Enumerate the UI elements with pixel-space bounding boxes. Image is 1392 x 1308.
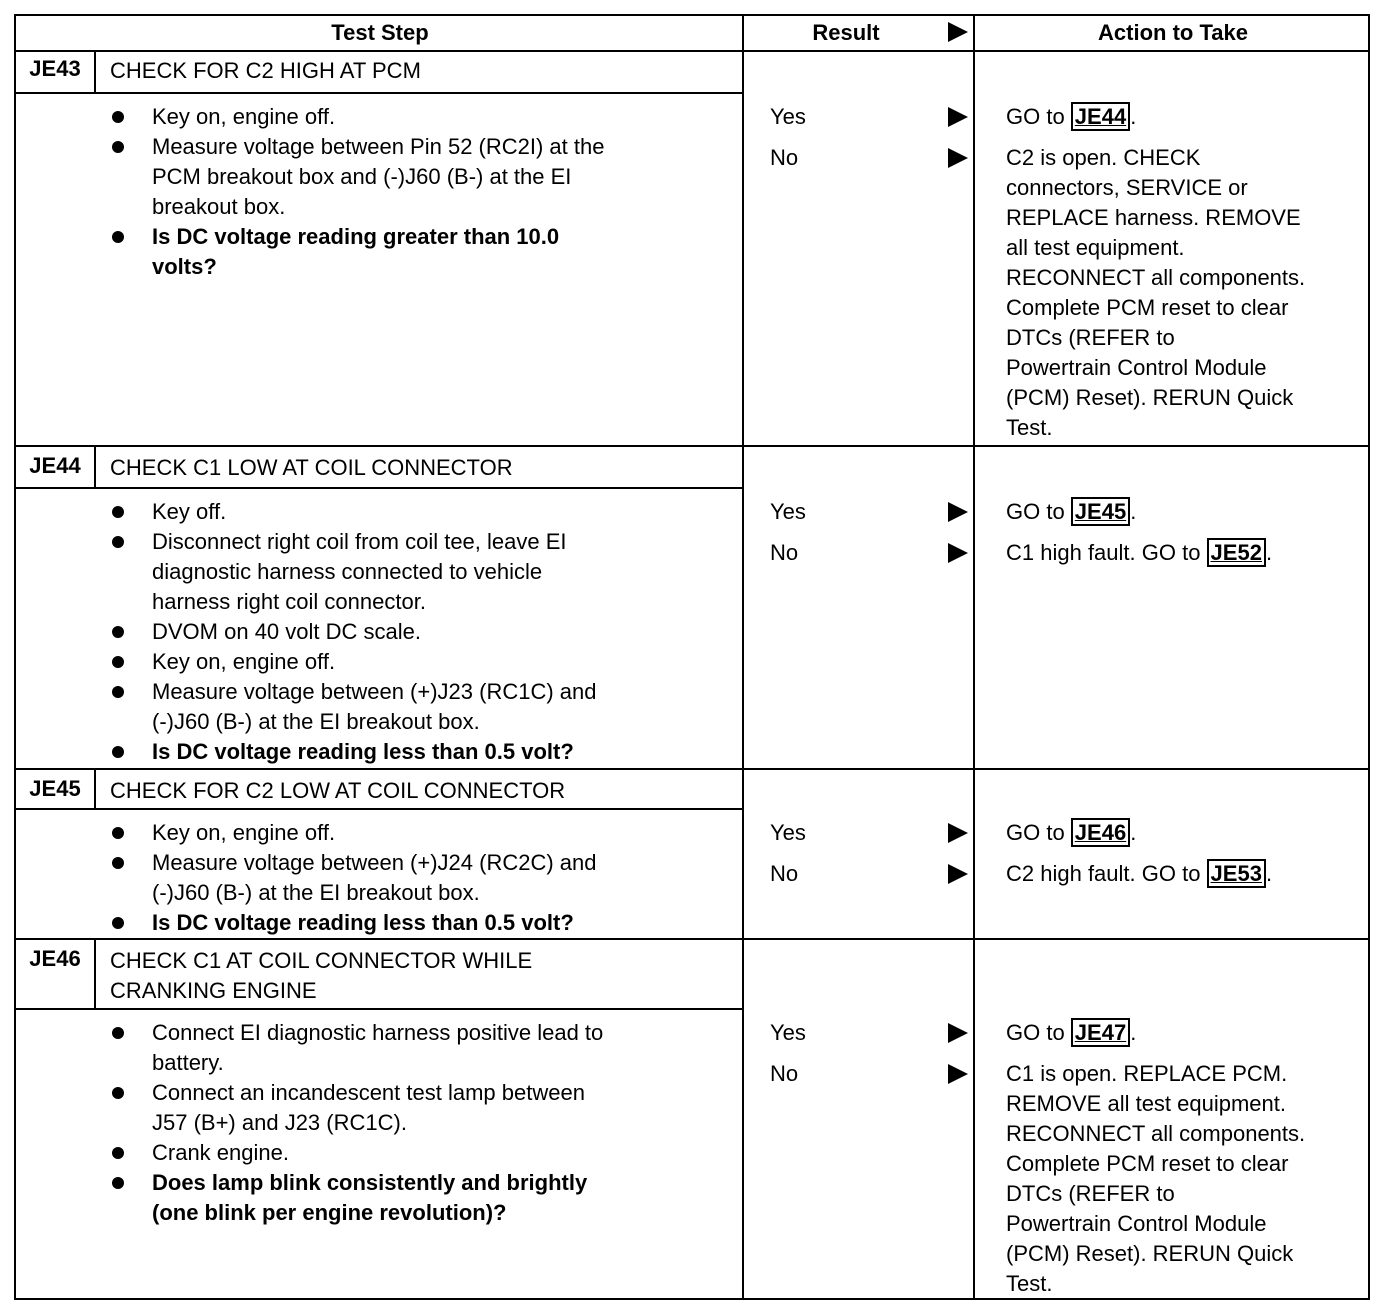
action-line: all test equipment. [1006, 235, 1185, 260]
action-suffix: . [1130, 1020, 1137, 1045]
result-no [756, 859, 986, 900]
step-link[interactable]: JE44 [1071, 102, 1130, 131]
bullet-icon [112, 1087, 124, 1099]
action-yes [992, 818, 1372, 859]
header-test-step: Test Step [331, 20, 429, 45]
action-line: C2 is open. CHECK [1006, 145, 1201, 170]
instruction-line: breakout box. [152, 194, 286, 219]
action-text: GO to [1006, 1020, 1071, 1045]
instruction-line: Key on, engine off. [152, 104, 336, 129]
action-suffix: . [1130, 820, 1137, 845]
instruction-line: Connect an incandescent test lamp between [152, 1080, 585, 1105]
test-step-row [16, 940, 1368, 1300]
step-instruction [16, 497, 744, 527]
bullet-icon [112, 857, 124, 869]
bullet-icon [112, 656, 124, 668]
bullet-icon [112, 141, 124, 153]
step-instruction [16, 102, 744, 132]
action-line: connectors, SERVICE or [1006, 175, 1248, 200]
table-header [16, 16, 1368, 52]
step-instruction [16, 1078, 744, 1138]
action-line: (PCM) Reset). RERUN Quick [1006, 1241, 1294, 1266]
step-instruction [16, 647, 744, 677]
action-text: GO to [1006, 820, 1071, 845]
step-instructions [16, 1018, 744, 1228]
step-title [110, 453, 513, 483]
step-question [16, 908, 744, 938]
arrow-icon [948, 543, 968, 563]
bullet-icon [112, 1147, 124, 1159]
result-column [756, 1018, 986, 1100]
step-instruction [16, 617, 744, 647]
result-yes [756, 1018, 986, 1059]
bullet-icon [112, 626, 124, 638]
action-line: Powertrain Control Module [1006, 1211, 1267, 1236]
action-suffix: . [1130, 104, 1137, 129]
step-link[interactable]: JE45 [1071, 497, 1130, 526]
step-link[interactable]: JE52 [1207, 538, 1266, 567]
arrow-icon [948, 502, 968, 522]
action-line: REMOVE all test equipment. [1006, 1091, 1287, 1116]
result-label: Yes [770, 820, 806, 845]
step-instruction [16, 1018, 744, 1078]
result-yes [756, 818, 986, 859]
instruction-line: Is DC voltage reading less than 0.5 volt? [152, 739, 574, 764]
instruction-line: Is DC voltage reading greater than 10.0 [152, 224, 560, 249]
instruction-line: (-)J60 (B-) at the EI breakout box. [152, 709, 480, 734]
action-no [992, 859, 1372, 900]
action-no [992, 1059, 1372, 1299]
instruction-line: Is DC voltage reading less than 0.5 volt? [152, 910, 574, 935]
result-label: Yes [770, 104, 806, 129]
action-text: C2 high fault. GO to [1006, 861, 1207, 886]
step-title-line: CHECK C1 AT COIL CONNECTOR WHILE [110, 948, 533, 973]
action-suffix: . [1265, 540, 1273, 565]
arrow-icon [948, 1064, 968, 1084]
bullet-icon [112, 1027, 124, 1039]
action-line: RECONNECT all components. [1006, 265, 1306, 290]
step-id: JE44 [16, 447, 96, 487]
arrow-icon [948, 107, 968, 127]
result-no [756, 1059, 986, 1100]
instruction-line: harness right coil connector. [152, 589, 426, 614]
test-step-row [16, 447, 1368, 770]
step-title-line: CHECK FOR C2 LOW AT COIL CONNECTOR [110, 778, 566, 803]
action-line: C1 is open. REPLACE PCM. [1006, 1061, 1288, 1086]
action-line: DTCs (REFER to [1006, 1181, 1175, 1206]
action-text: GO to [1006, 104, 1071, 129]
instruction-line: Key on, engine off. [152, 820, 336, 845]
action-column [992, 1018, 1372, 1299]
instruction-line: DVOM on 40 volt DC scale. [152, 619, 421, 644]
action-text: C1 high fault. GO to [1006, 540, 1207, 565]
step-instruction [16, 527, 744, 617]
result-column [756, 818, 986, 900]
action-column [992, 818, 1372, 900]
step-id: JE45 [16, 770, 96, 808]
arrow-icon [948, 148, 968, 168]
action-line: Powertrain Control Module [1006, 355, 1267, 380]
step-instructions [16, 497, 744, 767]
action-line: DTCs (REFER to [1006, 325, 1175, 350]
step-question [16, 222, 744, 282]
bullet-icon [112, 506, 124, 518]
result-yes [756, 497, 986, 538]
step-title-line: CRANKING ENGINE [110, 978, 317, 1003]
result-label: Yes [770, 499, 806, 524]
action-line: Complete PCM reset to clear [1006, 1151, 1289, 1176]
action-suffix: . [1265, 861, 1273, 886]
step-instruction [16, 818, 744, 848]
action-no [992, 143, 1372, 443]
action-yes [992, 497, 1372, 538]
instruction-line: Disconnect right coil from coil tee, leave EI [152, 529, 567, 554]
instruction-line: Key off. [152, 499, 227, 524]
instruction-line: Does lamp blink consistently and brightly [152, 1170, 588, 1195]
step-id: JE46 [16, 940, 96, 1008]
step-link[interactable]: JE47 [1071, 1018, 1130, 1047]
header-result: Result [812, 20, 880, 45]
test-step-row [16, 50, 1368, 447]
step-link[interactable]: JE46 [1071, 818, 1130, 847]
bullet-icon [112, 1177, 124, 1189]
step-question [16, 1168, 744, 1228]
step-instruction [16, 677, 744, 737]
step-instruction [16, 848, 744, 908]
action-text: GO to [1006, 499, 1071, 524]
step-title-bar [16, 770, 744, 810]
result-label: No [770, 1061, 799, 1086]
action-column [992, 497, 1372, 579]
step-instructions [16, 818, 744, 938]
arrow-icon [948, 22, 968, 42]
step-question [16, 737, 744, 767]
step-title-line: CHECK FOR C2 HIGH AT PCM [110, 58, 421, 83]
diagnostic-table [14, 14, 1370, 1300]
result-no [756, 143, 986, 184]
bullet-icon [112, 536, 124, 548]
arrow-icon [948, 1023, 968, 1043]
step-title [110, 776, 565, 806]
result-label: No [770, 540, 799, 565]
instruction-line: Measure voltage between (+)J23 (RC1C) and [152, 679, 597, 704]
instruction-line: diagnostic harness connected to vehicle [152, 559, 543, 584]
instruction-line: Measure voltage between Pin 52 (RC2I) at the [152, 134, 605, 159]
step-title-bar [16, 50, 744, 94]
step-title-bar [16, 447, 744, 489]
step-title-line: CHECK C1 LOW AT COIL CONNECTOR [110, 455, 513, 480]
result-label: No [770, 145, 799, 170]
step-instructions [16, 102, 744, 282]
bullet-icon [112, 686, 124, 698]
result-no [756, 538, 986, 579]
instruction-line: PCM breakout box and (-)J60 (B-) at the EI [152, 164, 572, 189]
test-step-row [16, 770, 1368, 940]
bullet-icon [112, 746, 124, 758]
result-yes [756, 102, 986, 143]
step-instruction [16, 132, 744, 222]
action-column [992, 102, 1372, 443]
action-line: REPLACE harness. REMOVE [1006, 205, 1301, 230]
header-action: Action to Take [1098, 20, 1248, 45]
step-instruction [16, 1138, 744, 1168]
instruction-line: Connect EI diagnostic harness positive lead to [152, 1020, 604, 1045]
bullet-icon [112, 231, 124, 243]
instruction-line: Measure voltage between (+)J24 (RC2C) and [152, 850, 597, 875]
result-column [756, 497, 986, 579]
step-title [110, 946, 532, 1006]
action-line: Test. [1006, 415, 1053, 440]
arrow-icon [948, 823, 968, 843]
instruction-line: (one blink per engine revolution)? [152, 1200, 507, 1225]
result-column [756, 102, 986, 184]
instruction-line: (-)J60 (B-) at the EI breakout box. [152, 880, 480, 905]
bullet-icon [112, 111, 124, 123]
step-title-bar [16, 940, 744, 1010]
result-label: Yes [770, 1020, 806, 1045]
action-line: Test. [1006, 1271, 1053, 1296]
result-label: No [770, 861, 799, 886]
instruction-line: Key on, engine off. [152, 649, 336, 674]
bullet-icon [112, 917, 124, 929]
step-id: JE43 [16, 50, 96, 92]
instruction-line: volts? [152, 254, 217, 279]
arrow-icon [948, 864, 968, 884]
bullet-icon [112, 827, 124, 839]
instruction-line: Crank engine. [152, 1140, 289, 1165]
step-link[interactable]: JE53 [1207, 859, 1266, 888]
instruction-line: battery. [152, 1050, 224, 1075]
action-line: (PCM) Reset). RERUN Quick [1006, 385, 1294, 410]
instruction-line: J57 (B+) and J23 (RC1C). [152, 1110, 407, 1135]
action-line: RECONNECT all components. [1006, 1121, 1306, 1146]
action-no [992, 538, 1372, 579]
action-yes [992, 102, 1372, 143]
step-title [110, 56, 421, 86]
action-line: Complete PCM reset to clear [1006, 295, 1289, 320]
action-suffix: . [1130, 499, 1137, 524]
action-yes [992, 1018, 1372, 1059]
